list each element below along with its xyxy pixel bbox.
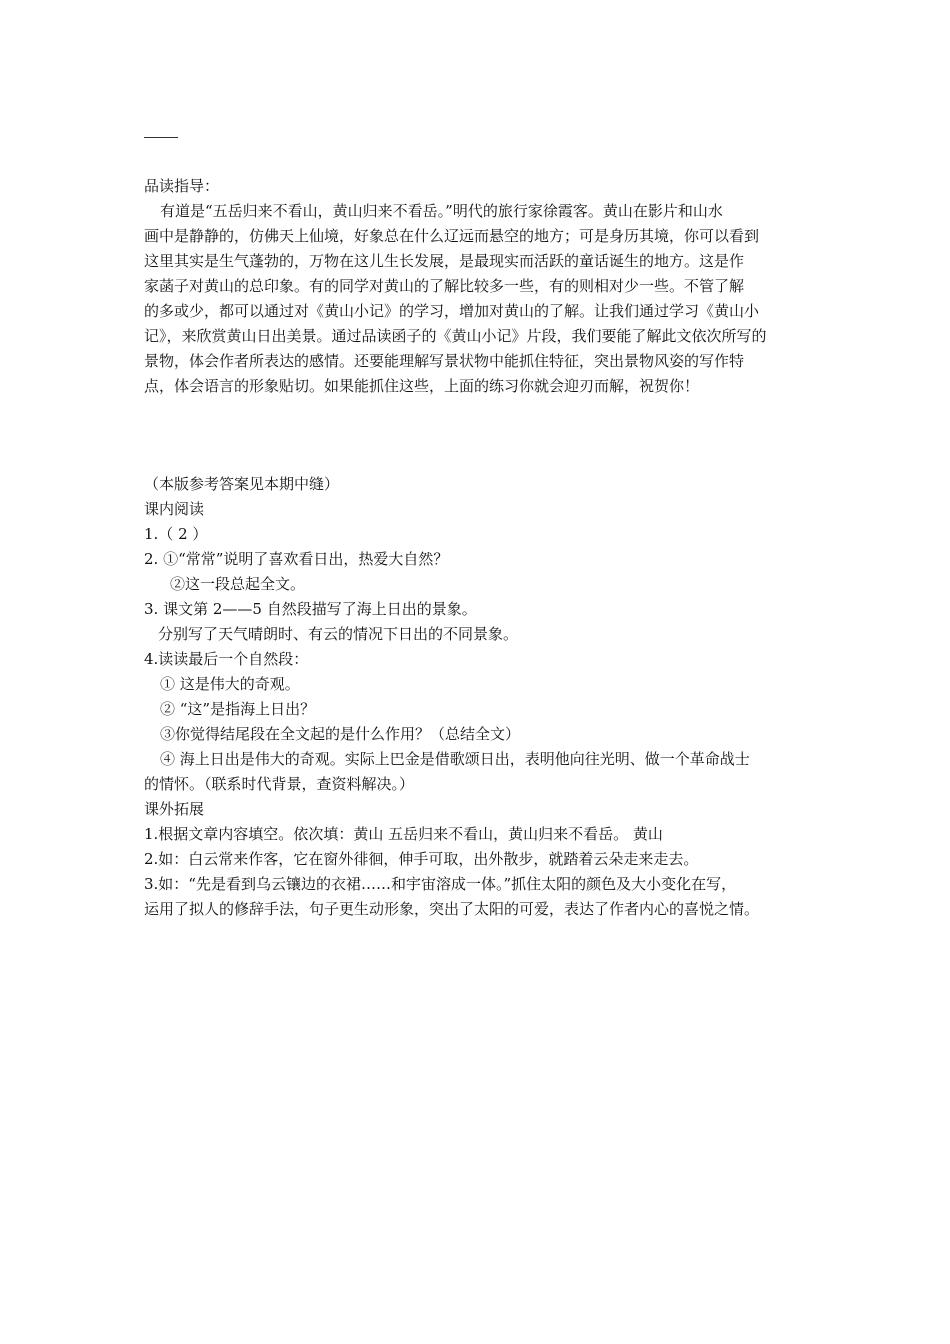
answer-key bbox=[144, 472, 808, 922]
guide-line: 的多或少，都可以通过对《黄山小记》的学习，增加对黄山的了解。让我们通过学习《黄山小 bbox=[144, 302, 760, 320]
answer-line: ④ 海上日出是伟大的奇观。实际上巴金是借歌颂日出，表明他向往光明、做一个革命战士 bbox=[160, 750, 750, 768]
section-title-in-class: 课内阅读 bbox=[144, 500, 205, 518]
guide-line: 这里其实是生气蓬勃的，万物在这儿生长发展，是最现实而活跃的童话诞生的地方。这是作 bbox=[144, 252, 745, 270]
answer-line: ② “这”是指海上日出？ bbox=[160, 700, 316, 718]
answer-line: 的情怀。（联系时代背景，查资料解决。） bbox=[144, 775, 415, 793]
answer-line: 4.读读最后一个自然段： bbox=[144, 650, 309, 668]
answer-note: （本版参考答案见本期中缝） bbox=[144, 475, 340, 493]
answer-line: 3. 课文第 2——5 自然段描写了海上日出的景象。 bbox=[144, 600, 477, 618]
guide-heading: 品读指导： bbox=[144, 177, 220, 195]
answer-line: 运用了拟人的修辞手法，句子更生动形象，突出了太阳的可爱，表达了作者内心的喜悦之情。 bbox=[144, 900, 760, 918]
guide-line: 点，体会语言的形象贴切。如果能抓住这些，上面的练习你就会迎刃而解，祝贺你！ bbox=[144, 377, 700, 395]
answer-line: 1.（ 2 ） bbox=[144, 525, 208, 543]
answer-line: 3.如：“先是看到乌云镶边的衣裙……和宇宙溶成一体。”抓住太阳的颜色及大小变化在写， bbox=[144, 875, 737, 893]
reading-guide bbox=[144, 174, 808, 399]
guide-line: 景物，体会作者所表达的感情。还要能理解写景状物中能抓住特征，突出景物风姿的写作特 bbox=[144, 352, 745, 370]
answer-line: ① 这是伟大的奇观。 bbox=[160, 675, 300, 693]
dash-rule bbox=[144, 137, 178, 138]
answer-line: ③你觉得结尾段在全文起的是什么作用？（总结全文） bbox=[160, 725, 521, 743]
guide-line: 有道是“五岳归来不看山，黄山归来不看岳。”明代的旅行家徐霞客。黄山在影片和山水 bbox=[160, 202, 723, 220]
answer-line: 2. ①“常常”说明了喜欢看日出，热爱大自然？ bbox=[144, 550, 449, 568]
guide-line: 家菡子对黄山的总印象。有的同学对黄山的了解比较多一些，有的则相对少一些。不管了解 bbox=[144, 277, 745, 295]
answer-line: 2.如：白云常来作客，它在窗外徘徊，伸手可取，出外散步，就踏着云朵走来走去。 bbox=[144, 850, 699, 868]
section-title-extension: 课外拓展 bbox=[144, 800, 205, 818]
guide-line: 记》，来欣赏黄山日出美景。通过品读函子的《黄山小记》片段，我们要能了解此文依次所写的 bbox=[144, 327, 767, 345]
guide-line: 画中是静静的，仿佛天上仙境，好象总在什么辽远而悬空的地方；可是身历其境，你可以看到 bbox=[144, 227, 760, 245]
answer-line: ②这一段总起全文。 bbox=[170, 575, 306, 593]
answer-line: 分别写了天气晴朗时、有云的情况下日出的不同景象。 bbox=[158, 625, 519, 643]
answer-line: 1.根据文章内容填空。依次填：黄山 五岳归来不看山，黄山归来不看岳。 黄山 bbox=[144, 825, 663, 843]
